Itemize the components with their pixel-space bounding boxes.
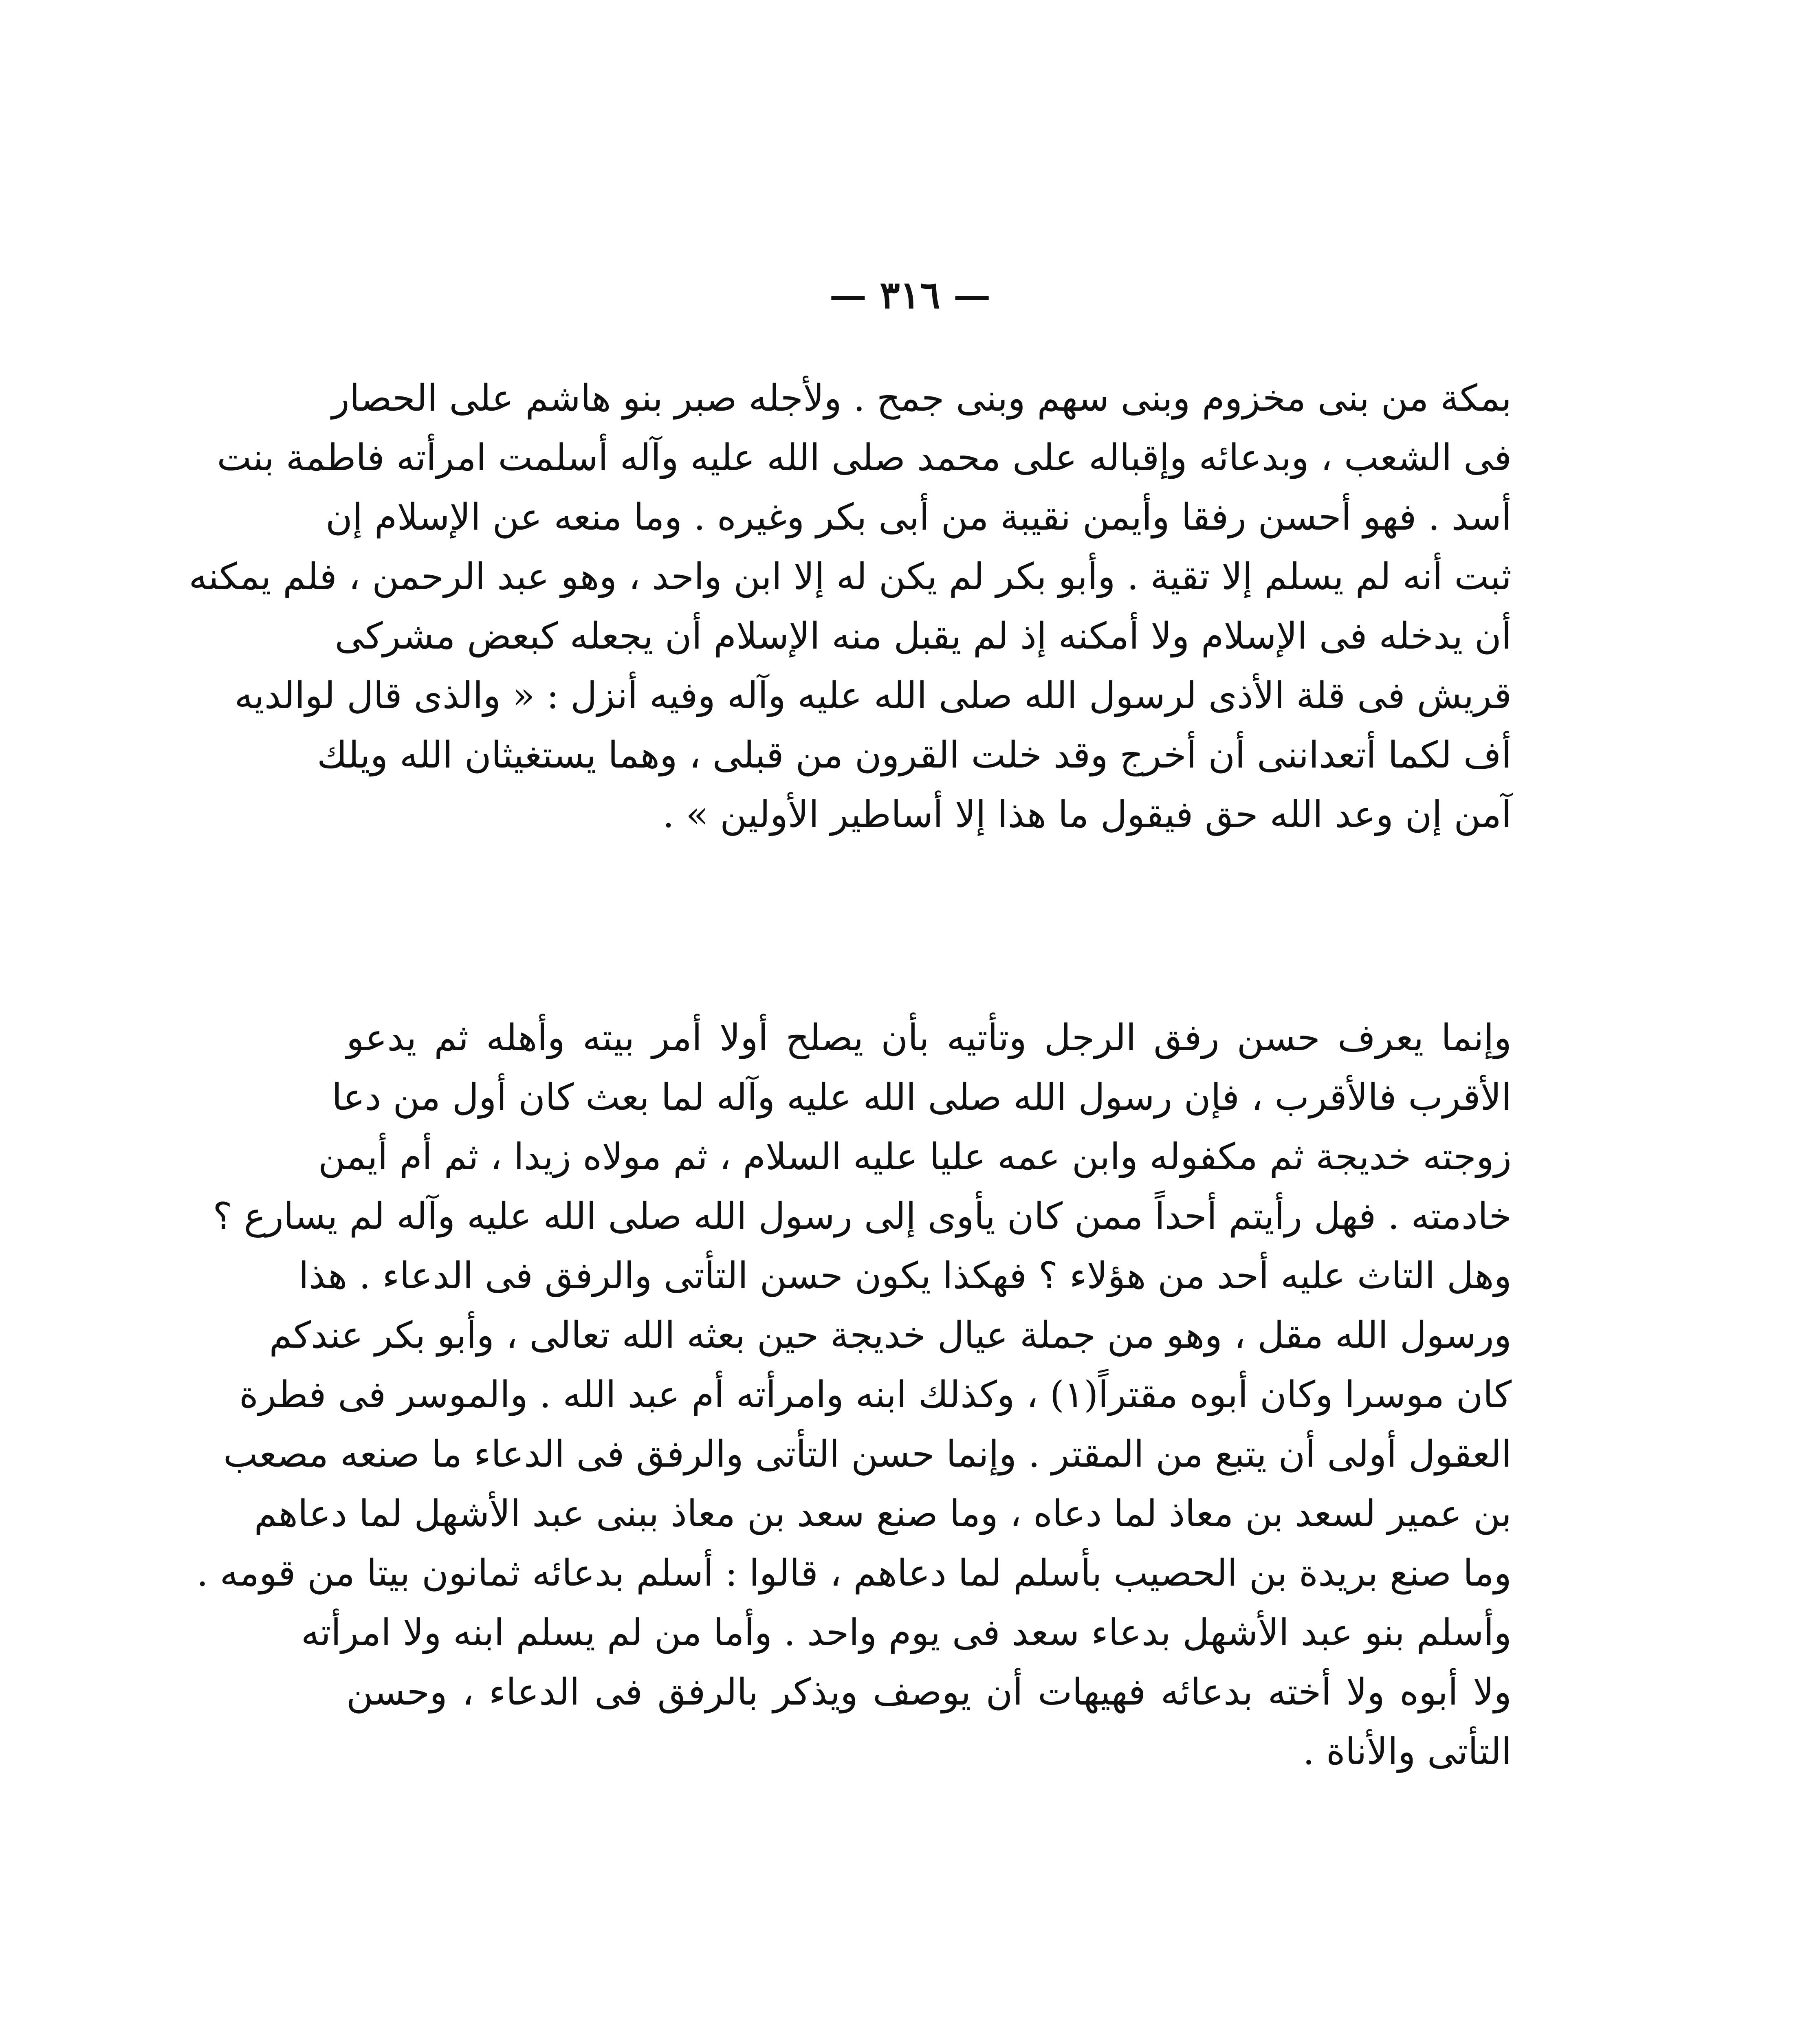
- text-line: كان موسرا وكان أبوه مقتراً(١) ، وكذلك ابنه وامرأته أم عبد الله . والموسر فى فطرة: [239, 1373, 1512, 1416]
- text-line: الأقرب فالأقرب ، فإن رسول الله صلى الله عليه وآله لما بعث كان أول من دعا: [332, 1076, 1512, 1119]
- text-line: ولا أبوه ولا أخته بدعائه فهيهات أن يوصف ويذكر بالرفق فى الدعاء ، وحسن: [346, 1671, 1512, 1714]
- page-number: — ٣١٦ —: [829, 273, 991, 317]
- text-line: التأتى والأناة .: [1303, 1730, 1512, 1773]
- text-line: آمن إن وعد الله حق فيقول ما هذا إلا أساطير الأولين » .: [662, 793, 1512, 836]
- text-line: زوجته خديجة ثم مكفوله وابن عمه عليا عليه السلام ، ثم مولاه زيدا ، ثم أم أيمن: [318, 1135, 1512, 1178]
- text-line: قريش فى قلة الأذى لرسول الله صلى الله عليه وآله وفيه أنزل : « والذى قال لوالديه: [234, 674, 1512, 717]
- text-line: أن يدخله فى الإسلام ولا أمكنه إذ لم يقبل منه الإسلام أن يجعله كبعض مشركى: [335, 615, 1512, 658]
- text-line: وأسلم بنو عبد الأشهل بدعاء سعد فى يوم واحد . وأما من لم يسلم ابنه ولا امرأته: [301, 1611, 1512, 1654]
- text-line: ثبت أنه لم يسلم إلا تقية . وأبو بكر لم يكن له إلا ابن واحد ، وهو عبد الرحمن ، فلم يمكنه: [189, 555, 1512, 598]
- text-line: العقول أولى أن يتبع من المقتر . وإنما حسن التأتى والرفق فى الدعاء ما صنعه مصعب: [223, 1433, 1512, 1476]
- text-line: خادمته . فهل رأيتم أحداً ممن كان يأوى إلى رسول الله صلى الله عليه وآله لم يسارع ؟: [213, 1195, 1512, 1238]
- text-line: أسد . فهو أحسن رفقا وأيمن نقيبة من أبى بكر وغيره . وما منعه عن الإسلام إن: [326, 496, 1512, 539]
- text-line: ورسول الله مقل ، وهو من جملة عيال خديجة حين بعثه الله تعالى ، وأبو بكر عندكم: [269, 1314, 1512, 1357]
- text-line: وإنما يعرف حسن رفق الرجل وتأتيه بأن يصلح أولا أمر بيته وأهله ثم يدعو: [346, 1016, 1512, 1059]
- text-line: بمكة من بنى مخزوم وبنى سهم وبنى جمح . ولأجله صبر بنو هاشم على الحصار: [332, 377, 1512, 420]
- text-line: وما صنع بريدة بن الحصيب بأسلم لما دعاهم ، قالوا : أسلم بدعائه ثمانون بيتا من قومه .: [196, 1552, 1512, 1595]
- paragraph-1: [189, 369, 1512, 845]
- text-line: وهل التاث عليه أحد من هؤلاء ؟ فهكذا يكون حسن التأتى والرفق فى الدعاء . هذا: [298, 1254, 1512, 1297]
- text-line: أف لكما أتعداننى أن أخرج وقد خلت القرون من قبلى ، وهما يستغيثان الله ويلك: [317, 734, 1512, 777]
- paragraph-2: [196, 1008, 1512, 1782]
- text-line: فى الشعب ، وبدعائه وإقباله على محمد صلى الله عليه وآله أسلمت امرأته فاطمة بنت: [217, 436, 1512, 479]
- text-line: بن عمير لسعد بن معاذ لما دعاه ، وما صنع سعد بن معاذ ببنى عبد الأشهل لما دعاهم: [254, 1492, 1512, 1535]
